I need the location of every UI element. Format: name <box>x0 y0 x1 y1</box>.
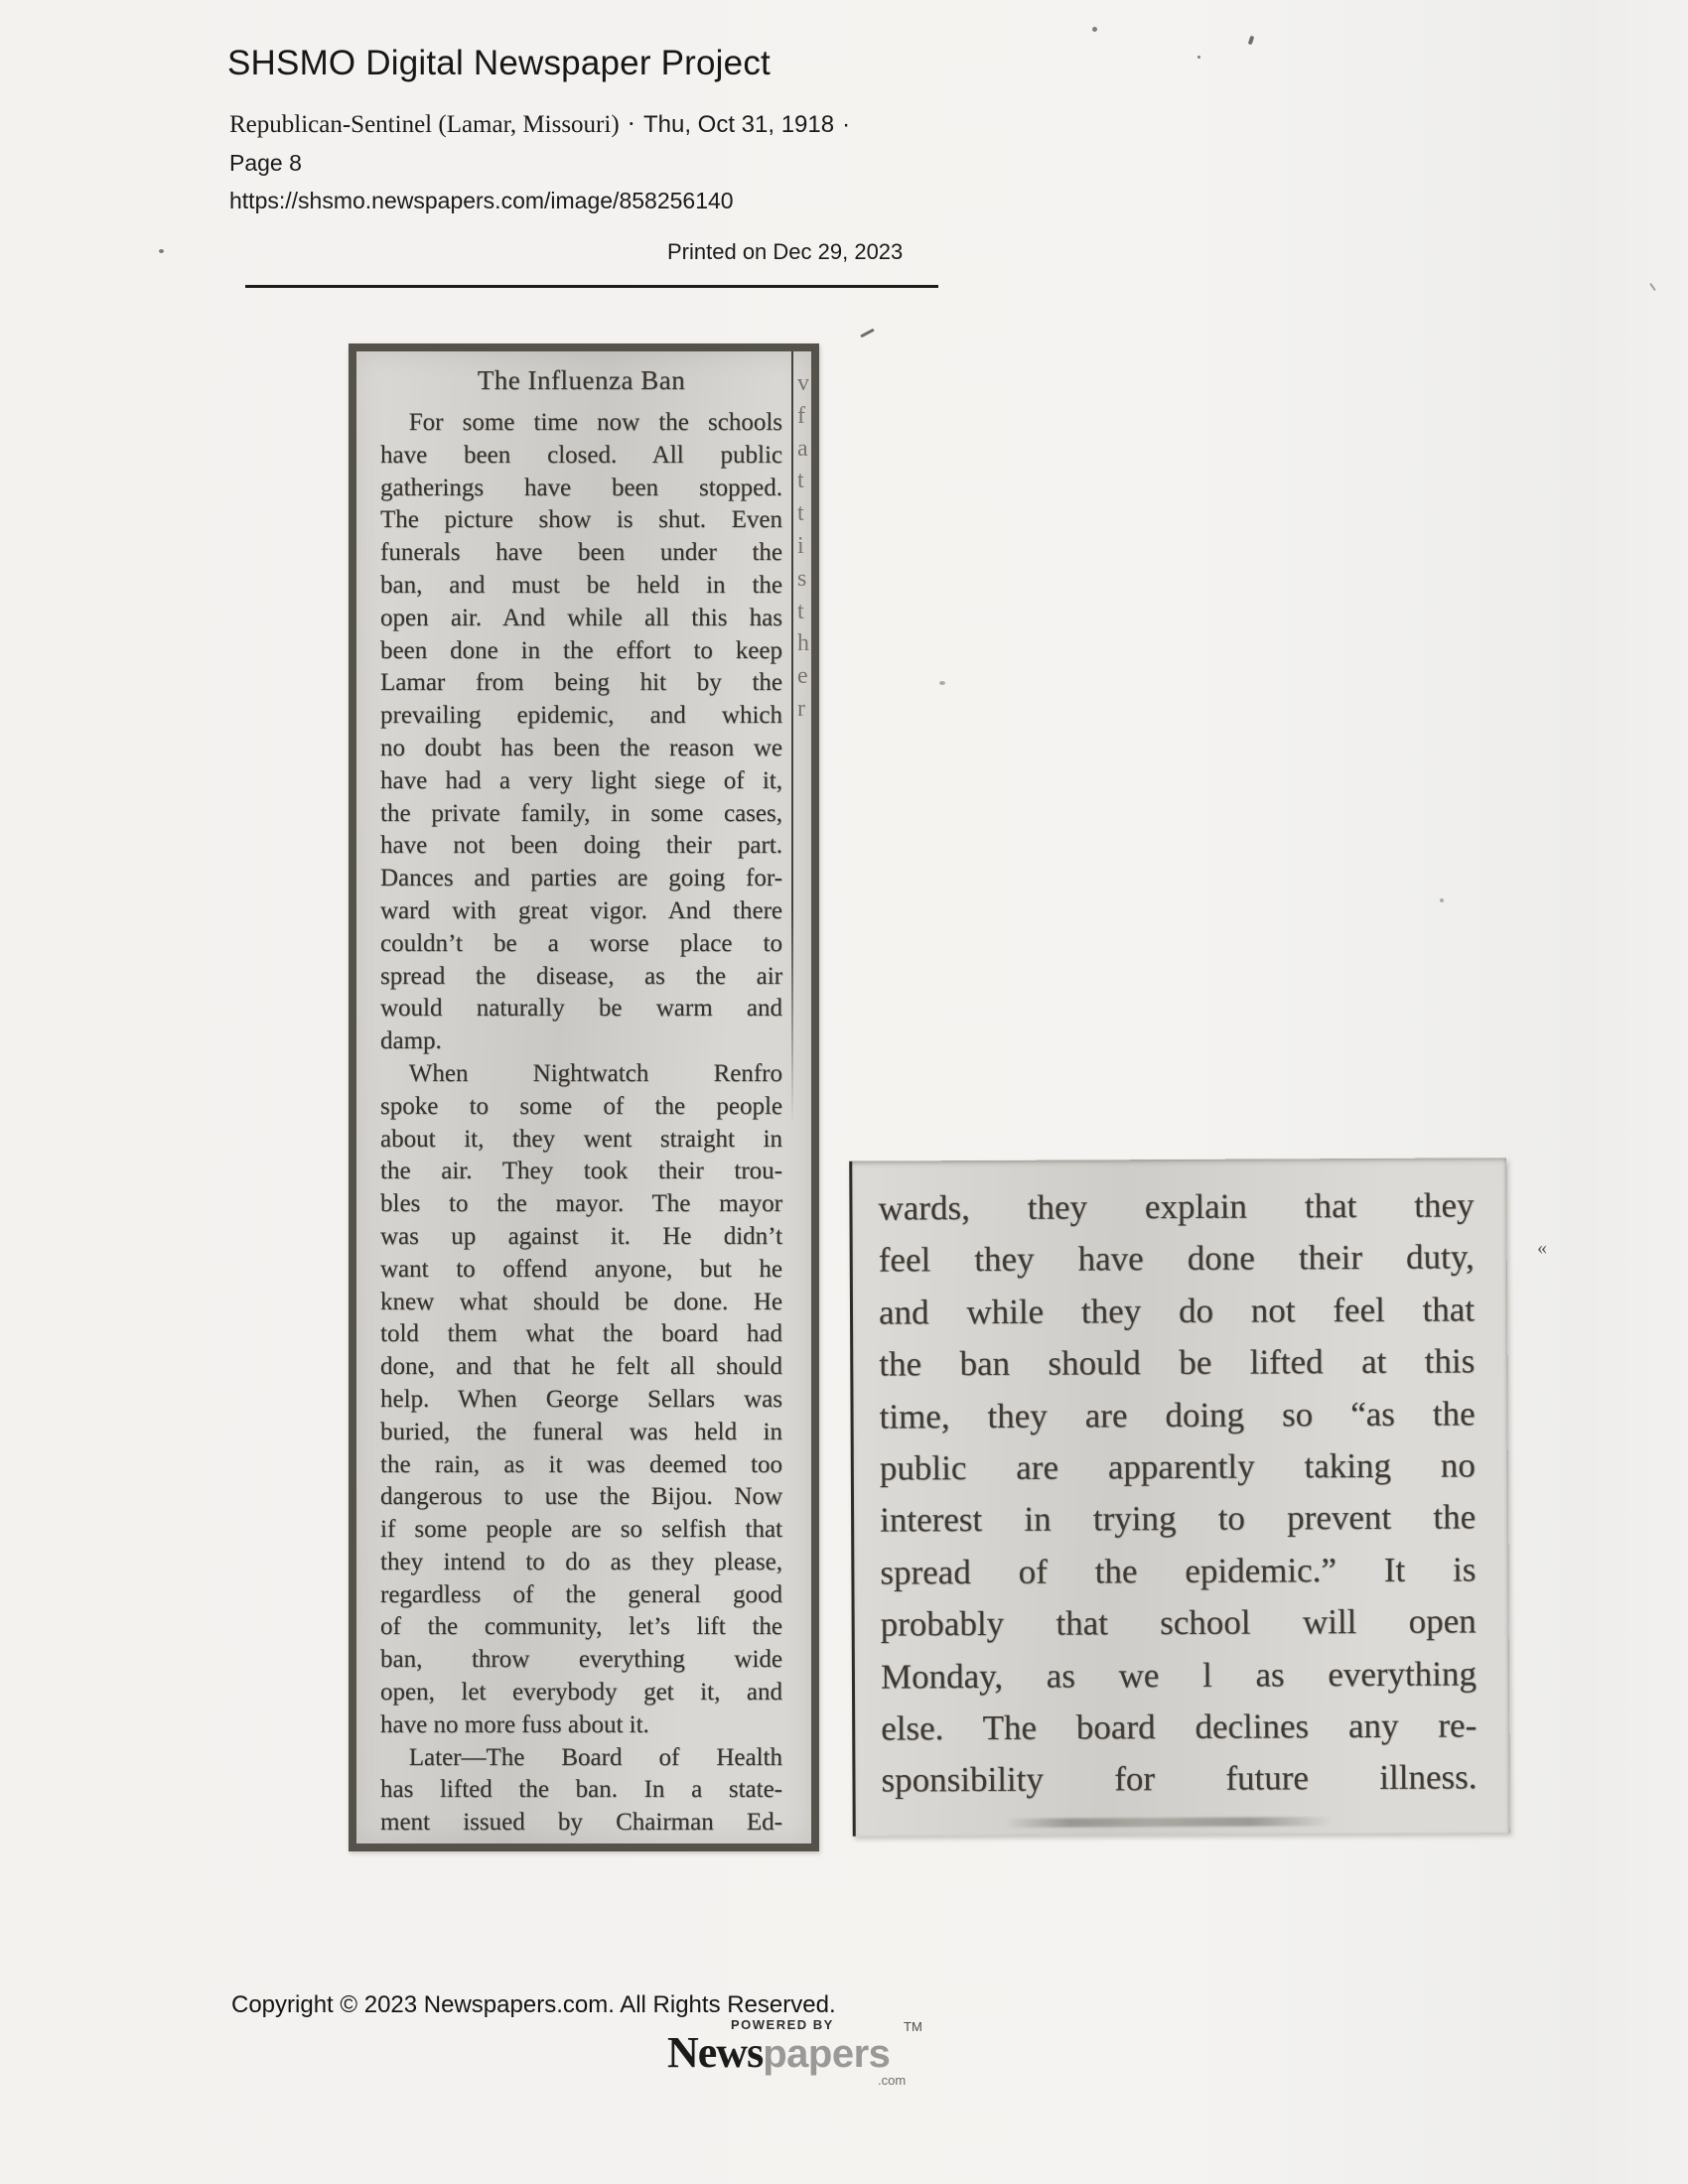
article-text-line: help. When George Sellars was <box>380 1385 782 1413</box>
scan-speck <box>1248 36 1255 46</box>
article-text-line: regardless of the general good <box>380 1580 782 1608</box>
article-text-line: the ban should be lifted at this <box>879 1341 1476 1384</box>
scan-speck <box>1197 56 1200 59</box>
sliver-char: s <box>797 565 807 592</box>
sliver-char: f <box>797 402 805 429</box>
scan-speck <box>939 681 945 685</box>
article-text-line: been done in the effort to keep <box>380 636 782 664</box>
article-text-line: spread of the epidemic.” It is <box>880 1550 1477 1592</box>
article-body <box>380 407 782 1840</box>
column-divider-rule <box>791 351 793 1126</box>
source-name: Republican-Sentinel (Lamar, Missouri) <box>229 111 620 138</box>
scan-speck <box>860 329 875 339</box>
scan-smudge <box>1005 1817 1333 1828</box>
article-text-line: have no more fuss about it. <box>380 1710 649 1738</box>
article-text-line: damp. <box>380 1027 442 1055</box>
article-text-line: spoke to some of the people <box>380 1092 782 1120</box>
article-text-line: ban, throw everything wide <box>380 1646 782 1674</box>
article-text-line: spread the disease, as the air <box>380 962 782 990</box>
article-text-line: wards, they explain that they <box>878 1185 1475 1228</box>
article-text-line: Monday, as we l as everything <box>880 1654 1477 1697</box>
clipping-left <box>349 343 819 1851</box>
article-headline: The Influenza Ban <box>477 365 686 395</box>
article-text-line: they intend to do as they please, <box>380 1548 782 1575</box>
article-text-line: interest in trying to prevent the <box>880 1497 1477 1541</box>
article-text-line: the rain, as it was deemed too <box>380 1450 782 1478</box>
sliver-char: t <box>797 500 804 527</box>
scan-mark: « <box>1537 1237 1547 1259</box>
article-text-line: For some time now the schools <box>408 409 782 436</box>
trailing-dot: · <box>842 111 851 138</box>
article-text-line: was up against it. He didn’t <box>380 1222 782 1250</box>
powered-by-label: POWERED BY <box>731 2017 834 2032</box>
article-text-line: gatherings have been stopped. <box>380 474 782 501</box>
sliver-char: h <box>797 630 809 657</box>
scan-speck <box>1092 27 1097 32</box>
scan-speck <box>1649 283 1656 292</box>
trademark-symbol: TM <box>904 2019 922 2034</box>
page-number-label: Page 8 <box>229 150 302 176</box>
article-text-line: have had a very light siege of it, <box>380 766 782 794</box>
sliver-char: t <box>797 598 804 624</box>
source-date: Thu, Oct 31, 1918 <box>642 111 835 138</box>
article-text-line: has lifted the ban. In a state- <box>380 1776 782 1804</box>
sliver-char: e <box>797 663 808 690</box>
article-text-line: the air. They took their trou- <box>380 1158 782 1185</box>
article-text-line: Lamar from being hit by the <box>380 669 782 697</box>
sliver-char: a <box>797 435 808 462</box>
article-text-line: and while they do not feel that <box>878 1290 1476 1332</box>
article-text-line: ment issued by Chairman Ed- <box>380 1809 782 1837</box>
article-text-line: Dances and parties are going for- <box>380 865 782 892</box>
article-text-line: couldn’t be a worse place to <box>380 929 782 957</box>
project-title: SHSMO Digital Newspaper Project <box>227 44 771 82</box>
article-text-line: ban, and must be held in the <box>380 571 782 599</box>
article-text-line: open, let everybody get it, and <box>380 1679 782 1706</box>
article-text-line: told them what the board had <box>380 1320 782 1348</box>
article-text-line: of the community, let’s lift the <box>380 1613 782 1641</box>
clipping-right <box>849 1158 1510 1836</box>
article-text-line: Later—The Board of Health <box>408 1743 782 1771</box>
logo-papers-text: papers <box>763 2032 891 2076</box>
image-url-text: https://shsmo.newspapers.com/image/858256140 <box>229 188 734 213</box>
logo-com-text: .com <box>878 2073 907 2088</box>
article-continuation-body <box>878 1179 1477 1807</box>
article-text-line: done, and that he felt all should <box>380 1353 782 1381</box>
article-text-line: buried, the funeral was held in <box>380 1418 782 1445</box>
article-text-line: feel they have done their duty, <box>878 1237 1475 1280</box>
article-text-line: if some people are so selfish that <box>380 1516 782 1544</box>
sliver-char: t <box>797 468 804 494</box>
article-text-line: bles to the mayor. The mayor <box>380 1190 782 1218</box>
logo-wordmark <box>667 2027 890 2078</box>
header-divider-rule <box>245 285 938 288</box>
article-text-line: probably that school will open <box>880 1601 1477 1644</box>
article-text-line: no doubt has been the reason we <box>380 734 782 761</box>
article-text-line: prevailing epidemic, and which <box>380 702 782 730</box>
sliver-char: v <box>797 370 809 396</box>
article-text-line: else. The board declines any re- <box>881 1706 1477 1748</box>
article-text-line: about it, they went straight in <box>380 1125 782 1153</box>
article-text-line: public are apparently taking no <box>879 1445 1476 1488</box>
article-text-line: would naturally be warm and <box>380 995 782 1023</box>
scan-speck <box>1440 898 1444 902</box>
copyright-notice: Copyright © 2023 Newspapers.com. All Rights Reserved. <box>231 1991 836 2018</box>
article-text-line: The picture show is shut. Even <box>380 506 782 534</box>
scan-speck <box>159 249 164 253</box>
article-text-line: want to offend anyone, but he <box>380 1255 782 1283</box>
article-text-line: When Nightwatch Renfro <box>408 1059 782 1087</box>
article-text-line: ward with great vigor. And there <box>380 896 782 924</box>
logo-news-text: News <box>667 2028 764 2077</box>
article-text-line: the private family, in some cases, <box>380 799 782 827</box>
article-text-line: knew what should be done. He <box>380 1288 782 1315</box>
clipping-left-column <box>380 365 782 1840</box>
sliver-char: r <box>797 695 805 722</box>
article-text-line: funerals have been under the <box>380 539 782 567</box>
article-text-line: open air. And while all this has <box>380 604 782 631</box>
adjacent-column-sliver <box>797 367 813 726</box>
article-text-line: have not been doing their part. <box>380 832 782 860</box>
printed-on-label: Printed on Dec 29, 2023 <box>667 239 904 264</box>
article-text-line: time, they are doing so “as the <box>879 1394 1476 1436</box>
newspapers-logo <box>667 2017 925 2087</box>
article-text-line: sponsibility for future illness. <box>881 1757 1477 1801</box>
separator-dot: · <box>627 111 635 138</box>
sliver-char: i <box>797 532 804 559</box>
article-text-line: dangerous to use the Bijou. Now <box>380 1483 782 1511</box>
source-line <box>229 111 858 139</box>
article-text-line: have been closed. All public <box>380 441 782 469</box>
